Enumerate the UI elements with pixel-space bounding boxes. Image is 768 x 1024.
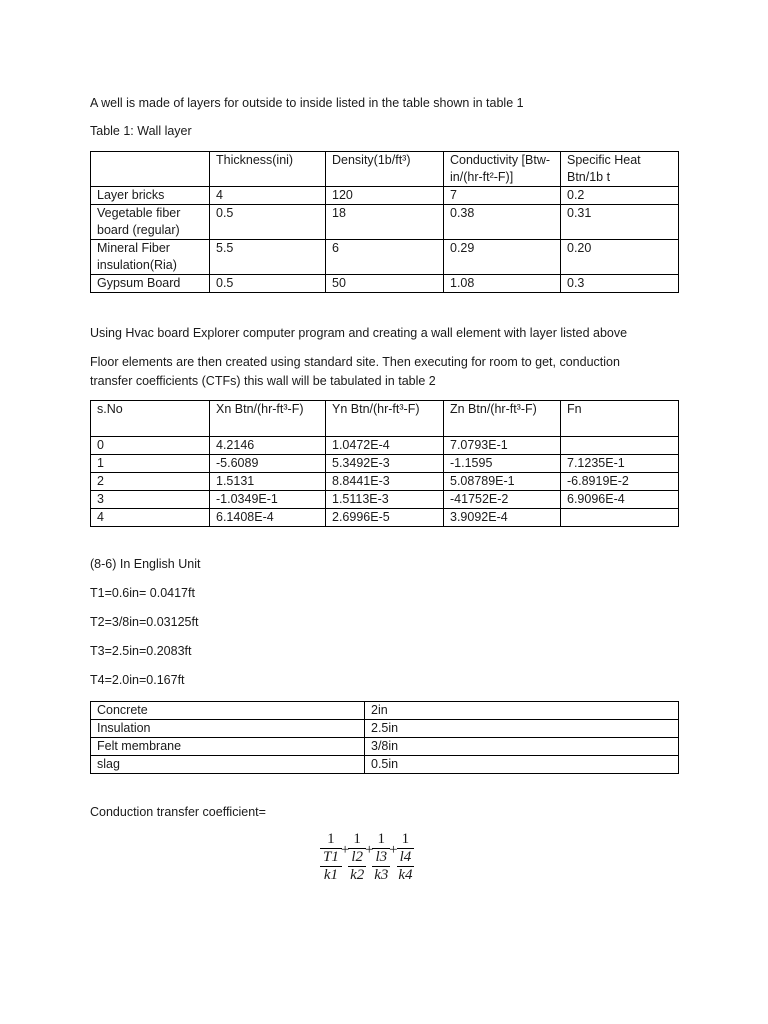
table-cell: Mineral Fiber insulation(Ria) [91, 240, 210, 275]
table-cell: -1.0349E-1 [210, 491, 326, 509]
table-cell: 2.5in [365, 720, 679, 738]
table-cell: Insulation [91, 720, 365, 738]
table-row [91, 187, 679, 205]
ctc-formula [320, 830, 414, 884]
table-cell: 3 [91, 491, 210, 509]
table-cell: Layer bricks [91, 187, 210, 205]
table-cell: 4 [91, 509, 210, 527]
formula-bottom: k4 [398, 867, 413, 883]
table-row [91, 756, 679, 774]
formula-top: l4 [399, 849, 412, 865]
table-cell [561, 509, 679, 527]
table-cell: 0.20 [561, 240, 679, 275]
table-cell: 5.5 [210, 240, 326, 275]
table-cell: -5.6089 [210, 455, 326, 473]
table-cell: 7 [444, 187, 561, 205]
header-cell: Conductivity [Btw-in/(hr-ft²-F)] [444, 152, 561, 187]
ctf-table [90, 400, 679, 527]
table-row [91, 455, 679, 473]
formula-plus: + [340, 841, 350, 858]
program-text: Using Hvac board Explorer computer program and creating a wall element with layer listed above [90, 326, 628, 340]
roof-layer-table [90, 701, 679, 774]
header-cell: Thickness(ini) [210, 152, 326, 187]
table-cell: 0.3 [561, 275, 679, 293]
table-cell: 0.38 [444, 205, 561, 240]
header-cell: Zn Btn/(hr-ft³-F) [444, 401, 561, 437]
table-cell: -6.8919E-2 [561, 473, 679, 491]
table-cell: 5.3492E-3 [326, 455, 444, 473]
header-cell: Density(1b/ft³) [326, 152, 444, 187]
table-header-row [91, 152, 679, 187]
header-cell: Fn [561, 401, 679, 437]
table-cell: 2in [365, 702, 679, 720]
formula-term-4 [397, 830, 415, 884]
table-cell: Felt membrane [91, 738, 365, 756]
english-unit-heading: (8-6) In English Unit [90, 557, 201, 571]
table-row [91, 275, 679, 293]
table-cell: 18 [326, 205, 444, 240]
table-cell: 3.9092E-4 [444, 509, 561, 527]
table-cell: 8.8441E-3 [326, 473, 444, 491]
table-row [91, 473, 679, 491]
table-cell: 0.29 [444, 240, 561, 275]
table-cell: 1.5113E-3 [326, 491, 444, 509]
table-cell: 0.5in [365, 756, 679, 774]
formula-term-1 [320, 830, 342, 884]
table-cell: 1 [91, 455, 210, 473]
header-cell: Specific Heat Btn/1b t [561, 152, 679, 187]
table-cell: 7.1235E-1 [561, 455, 679, 473]
table-cell: -41752E-2 [444, 491, 561, 509]
table-cell: 1.0472E-4 [326, 437, 444, 455]
floor-text-line-2: transfer coefficients (CTFs) this wall will be tabulated in table 2 [90, 374, 436, 388]
formula-bottom: k1 [323, 867, 338, 883]
formula-bottom: k2 [350, 867, 365, 883]
table-cell: 0.5 [210, 205, 326, 240]
table-row [91, 738, 679, 756]
table-cell: 4.2146 [210, 437, 326, 455]
header-cell: s.No [91, 401, 210, 437]
header-cell: Yn Btn/(hr-ft³-F) [326, 401, 444, 437]
table-cell: 6 [326, 240, 444, 275]
table-row [91, 205, 679, 240]
table-row [91, 240, 679, 275]
t1-value: T1=0.6in= 0.0417ft [90, 586, 195, 600]
table-cell: 6.1408E-4 [210, 509, 326, 527]
table-row [91, 720, 679, 738]
t2-value: T2=3/8in=0.03125ft [90, 615, 199, 629]
formula-numerator: 1 [327, 831, 335, 847]
formula-term-2 [348, 830, 366, 884]
t4-value: T4=2.0in=0.167ft [90, 673, 185, 687]
table-cell: 5.08789E-1 [444, 473, 561, 491]
wall-layer-table [90, 151, 679, 293]
table-cell: 7.0793E-1 [444, 437, 561, 455]
table-cell: Vegetable fiber board (regular) [91, 205, 210, 240]
t3-value: T3=2.5in=0.2083ft [90, 644, 192, 658]
table-cell: 0.2 [561, 187, 679, 205]
formula-numerator: 1 [353, 831, 361, 847]
table1-caption: Table 1: Wall layer [90, 124, 192, 138]
table-row [91, 509, 679, 527]
formula-top: T1 [323, 849, 339, 865]
formula-numerator: 1 [377, 831, 386, 847]
formula-term-3 [372, 830, 390, 884]
table-cell: 0.5 [210, 275, 326, 293]
table-row [91, 437, 679, 455]
table-cell: 1.5131 [210, 473, 326, 491]
formula-top: l3 [375, 849, 388, 865]
table-cell: 2 [91, 473, 210, 491]
table-cell: 2.6996E-5 [326, 509, 444, 527]
ctc-label: Conduction transfer coefficient= [90, 805, 266, 819]
formula-plus: + [389, 841, 398, 858]
table-cell: 6.9096E-4 [561, 491, 679, 509]
table-cell: slag [91, 756, 365, 774]
table-cell: -1.1595 [444, 455, 561, 473]
table-row [91, 702, 679, 720]
table-cell: 0 [91, 437, 210, 455]
intro-text: A well is made of layers for outside to inside listed in the table shown in table 1 [90, 96, 524, 110]
table-row [91, 491, 679, 509]
header-cell [91, 152, 210, 187]
table-cell: 50 [326, 275, 444, 293]
table-cell: 120 [326, 187, 444, 205]
table-cell [561, 437, 679, 455]
formula-numerator: 1 [401, 831, 410, 847]
formula-bottom: k3 [374, 867, 389, 883]
table-cell: 3/8in [365, 738, 679, 756]
table-cell: 0.31 [561, 205, 679, 240]
table-header-row [91, 401, 679, 437]
header-cell: Xn Btn/(hr-ft³-F) [210, 401, 326, 437]
table-cell: 1.08 [444, 275, 561, 293]
floor-text-line-1: Floor elements are then created using standard site. Then executing for room to get, conduction [90, 355, 620, 369]
formula-top: l2 [351, 849, 363, 865]
table-cell: Concrete [91, 702, 365, 720]
formula-plus: + [364, 841, 374, 858]
table-cell: Gypsum Board [91, 275, 210, 293]
table-cell: 4 [210, 187, 326, 205]
